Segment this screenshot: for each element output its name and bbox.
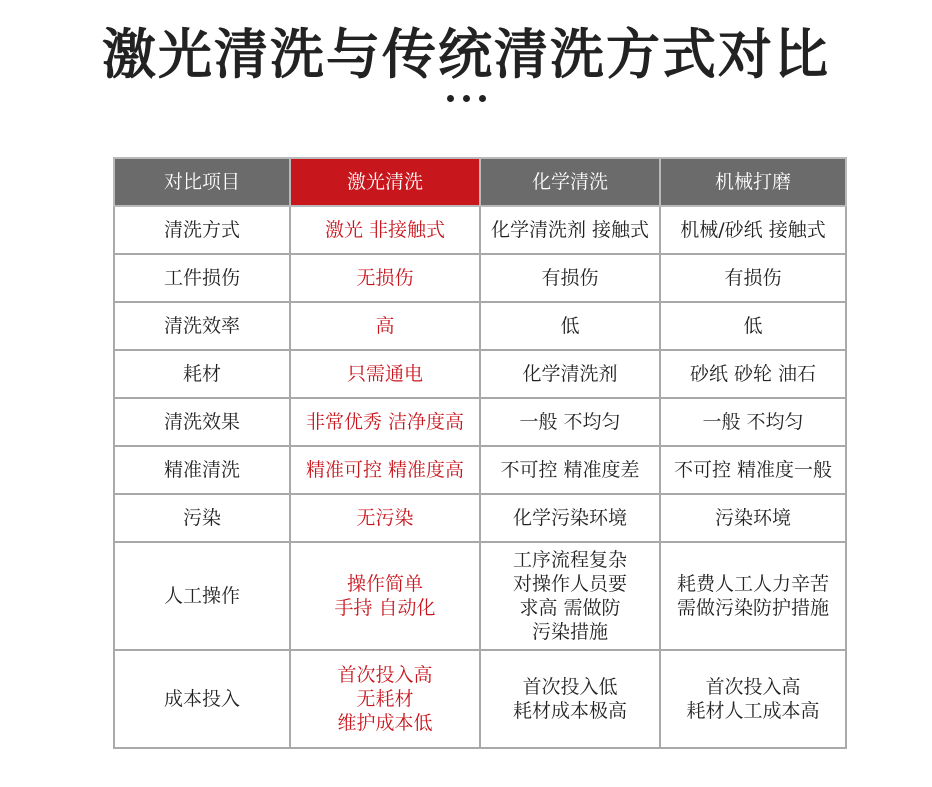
cell-text: 维护成本低 (337, 712, 433, 734)
cell-text: 污染环境 (714, 507, 791, 529)
cell-text: 不可控 精准度一般 (673, 459, 833, 481)
cell-text: 低 (743, 315, 763, 337)
cell-chemical (480, 350, 660, 398)
cell-chemical (480, 254, 660, 302)
table-row (114, 206, 846, 254)
cell-text: 精准清洗 (163, 459, 240, 481)
header-chemical: 化学清洗 (480, 158, 660, 206)
cell-text: 只需通电 (346, 363, 423, 385)
cell-laser (290, 350, 480, 398)
dot-icon (479, 95, 486, 102)
cell-item (114, 650, 290, 748)
cell-text: 首次投入高 (705, 676, 801, 698)
comparison-table (113, 157, 847, 749)
cell-mechanical (660, 302, 846, 350)
cell-laser (290, 494, 480, 542)
cell-laser (290, 446, 480, 494)
cell-text: 首次投入高 (337, 664, 433, 686)
cell-text: 无耗材 (356, 688, 414, 710)
cell-text: 有损伤 (724, 267, 782, 289)
cell-text: 有损伤 (541, 267, 599, 289)
cell-text: 污染措施 (531, 621, 608, 643)
cell-chemical (480, 542, 660, 650)
cell-mechanical (660, 494, 846, 542)
cell-laser (290, 302, 480, 350)
cell-laser (290, 398, 480, 446)
header-mechanical: 机械打磨 (660, 158, 846, 206)
cell-mechanical (660, 542, 846, 650)
cell-text: 人工操作 (163, 585, 240, 607)
table-row (114, 542, 846, 650)
dot-icon (463, 95, 470, 102)
cell-text: 清洗效果 (163, 411, 240, 433)
cell-text: 化学清洗剂 接触式 (490, 219, 650, 241)
cell-chemical (480, 494, 660, 542)
table-row (114, 494, 846, 542)
cell-text: 化学污染环境 (512, 507, 627, 529)
cell-item (114, 206, 290, 254)
cell-text: 无损伤 (356, 267, 414, 289)
cell-text: 污染 (182, 507, 221, 529)
cell-mechanical (660, 350, 846, 398)
header-laser: 激光清洗 (290, 158, 480, 206)
cell-laser (290, 206, 480, 254)
cell-item (114, 494, 290, 542)
cell-text: 耗材人工成本高 (686, 700, 820, 722)
cell-text: 对操作人员要 (512, 573, 627, 595)
cell-text: 机械/砂纸 接触式 (680, 219, 826, 241)
cell-text: 耗材成本极高 (512, 700, 627, 722)
cell-item (114, 542, 290, 650)
cell-text: 工件损伤 (163, 267, 240, 289)
cell-text: 砂纸 砂轮 油石 (689, 363, 817, 385)
cell-text: 无污染 (356, 507, 414, 529)
cell-chemical (480, 446, 660, 494)
cell-item (114, 302, 290, 350)
cell-text: 激光 非接触式 (324, 219, 446, 241)
table-row (114, 302, 846, 350)
cell-text: 精准可控 精准度高 (305, 459, 465, 481)
cell-text: 不可控 精准度差 (500, 459, 640, 481)
cell-text: 一般 不均匀 (702, 411, 804, 433)
cell-item (114, 398, 290, 446)
table-row (114, 650, 846, 748)
cell-text: 化学清洗剂 (522, 363, 618, 385)
cell-text: 一般 不均匀 (519, 411, 621, 433)
cell-item (114, 446, 290, 494)
cell-text: 耗费人工人力辛苦 (676, 573, 829, 595)
cell-chemical (480, 398, 660, 446)
page-title: 激光清洗与传统清洗方式对比 (102, 23, 830, 86)
cell-text: 手持 自动化 (334, 597, 436, 619)
cell-text: 成本投入 (163, 688, 240, 710)
cell-chemical (480, 206, 660, 254)
cell-text: 高 (375, 315, 395, 337)
cell-text: 耗材 (182, 363, 221, 385)
table-row (114, 254, 846, 302)
table-row (114, 446, 846, 494)
cell-mechanical (660, 254, 846, 302)
cell-chemical (480, 650, 660, 748)
cell-mechanical (660, 206, 846, 254)
cell-chemical (480, 302, 660, 350)
decorative-dots (0, 95, 932, 109)
table-row (114, 350, 846, 398)
cell-text: 非常优秀 洁净度高 (305, 411, 465, 433)
cell-laser (290, 650, 480, 748)
table-row (114, 398, 846, 446)
cell-text: 求高 需做防 (519, 597, 621, 619)
cell-item (114, 254, 290, 302)
dot-icon (447, 95, 454, 102)
cell-mechanical (660, 398, 846, 446)
cell-text: 工序流程复杂 (512, 549, 627, 571)
cell-laser (290, 254, 480, 302)
cell-text: 清洗方式 (163, 219, 240, 241)
header-item: 对比项目 (114, 158, 290, 206)
cell-text: 需做污染防护措施 (676, 597, 829, 619)
cell-text: 操作简单 (346, 573, 423, 595)
cell-mechanical (660, 446, 846, 494)
cell-laser (290, 542, 480, 650)
cell-text: 首次投入低 (522, 676, 618, 698)
cell-item (114, 350, 290, 398)
cell-mechanical (660, 650, 846, 748)
table-header-row (114, 158, 846, 206)
cell-text: 清洗效率 (163, 315, 240, 337)
cell-text: 低 (560, 315, 580, 337)
